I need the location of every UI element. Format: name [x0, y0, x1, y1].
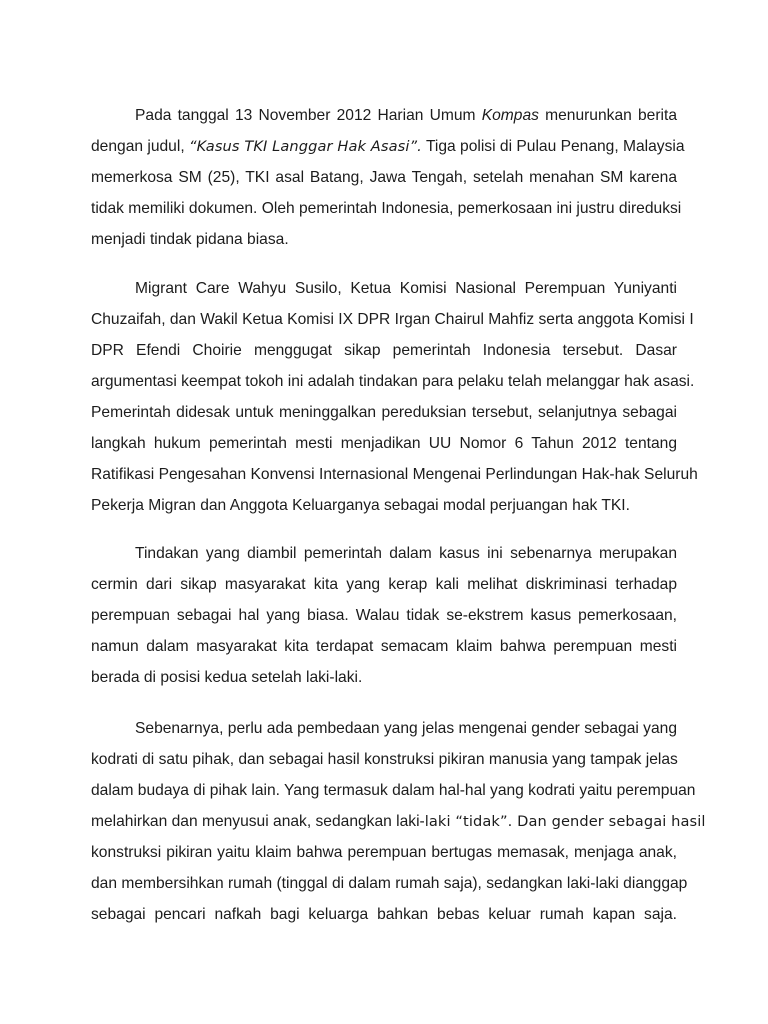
paragraph-2-line-7: Ratifikasi Pengesahan Konvensi Internasional Mengenai Perlindungan Hak-hak Seluruh [91, 466, 698, 483]
paragraph-1-line-2 [91, 131, 685, 162]
paragraph-2-line-2: Chuzaifah, dan Wakil Ketua Komisi IX DPR Irgan Chairul Mahfiz serta anggota Komisi I [91, 311, 694, 328]
paragraph-4-line-1: Sebenarnya, perlu ada pembedaan yang jelas mengenai gender sebagai yang [135, 720, 677, 737]
paragraph-2-line-1: Migrant Care Wahyu Susilo, Ketua Komisi Nasional Perempuan Yuniyanti [135, 280, 677, 297]
paragraph-3-line-5: berada di posisi kedua setelah laki-laki. [91, 669, 363, 686]
paragraph-1 [91, 100, 685, 255]
paragraph-2-line-3: DPR Efendi Choirie menggugat sikap pemerintah Indonesia tersebut. Dasar [91, 342, 677, 359]
paragraph-4-line-4 [91, 806, 706, 837]
paragraph-2-line-6: langkah hukum pemerintah mesti menjadikan UU Nomor 6 Tahun 2012 tentang [91, 435, 677, 452]
paragraph-2-line-4: argumentasi keempat tokoh ini adalah tindakan para pelaku telah melanggar hak asasi. [91, 373, 695, 390]
text-span: melahirkan dan menyusui anak, sedangkan laki- [91, 813, 425, 830]
paragraph-3-line-1: Tindakan yang diambil pemerintah dalam kasus ini sebenarnya merupakan [135, 545, 677, 562]
paragraph-1-line-1 [91, 100, 677, 131]
paragraph-3-line-4: namun dalam masyarakat kita terdapat semacam klaim bahwa perempuan mesti [91, 638, 677, 655]
paragraph-2-line-8: Pekerja Migran dan Anggota Keluarganya sebagai modal perjuangan hak TKI. [91, 497, 630, 514]
paragraph-4-line-3: dalam budaya di pihak lain. Yang termasuk dalam hal-hal yang kodrati yaitu perempuan [91, 782, 696, 799]
paragraph-1-line-4: tidak memiliki dokumen. Oleh pemerintah Indonesia, pemerkosaan ini justru direduksi [91, 200, 682, 217]
paragraph-3-line-3: perempuan sebagai hal yang biasa. Walau tidak se-ekstrem kasus pemerkosaan, [91, 607, 677, 624]
text-span: menurunkan berita [538, 107, 677, 124]
text-span-alt-font: laki “tidak”. Dan gender sebagai hasil [424, 813, 706, 830]
paragraph-4-line-5: konstruksi pikiran yaitu klaim bahwa perempuan bertugas memasak, menjaga anak, [91, 844, 677, 861]
paragraph-4-line-7: sebagai pencari nafkah bagi keluarga bahkan bebas keluar rumah kapan saja. [91, 906, 677, 923]
paragraph-3-line-2: cermin dari sikap masyarakat kita yang kerap kali melihat diskriminasi terhadap [91, 576, 677, 593]
paragraph-4-line-6: dan membersihkan rumah (tinggal di dalam rumah saja), sedangkan laki-laki dianggap [91, 875, 688, 892]
paragraph-4-line-2: kodrati di satu pihak, dan sebagai hasil konstruksi pikiran manusia yang tampak jelas [91, 751, 678, 768]
paragraph-1-line-5: menjadi tindak pidana biasa. [91, 231, 289, 248]
paragraph-4 [91, 713, 706, 930]
text-span: Tiga polisi di Pulau Penang, Malaysia [421, 138, 685, 155]
text-span: dengan judul, [91, 138, 189, 155]
paragraph-2-line-5: Pemerintah didesak untuk meninggalkan pereduksian tersebut, selanjutnya sebagai [91, 404, 677, 421]
paragraph-3 [91, 538, 677, 693]
text-span: Pada tanggal 13 November 2012 Harian Umum [135, 107, 482, 124]
newspaper-name: Kompas [481, 107, 539, 124]
article-title: “Kasus TKI Langgar Hak Asasi”. [188, 138, 422, 155]
paragraph-1-line-3: memerkosa SM (25), TKI asal Batang, Jawa Tengah, setelah menahan SM karena [91, 169, 677, 186]
paragraph-2 [91, 273, 698, 521]
